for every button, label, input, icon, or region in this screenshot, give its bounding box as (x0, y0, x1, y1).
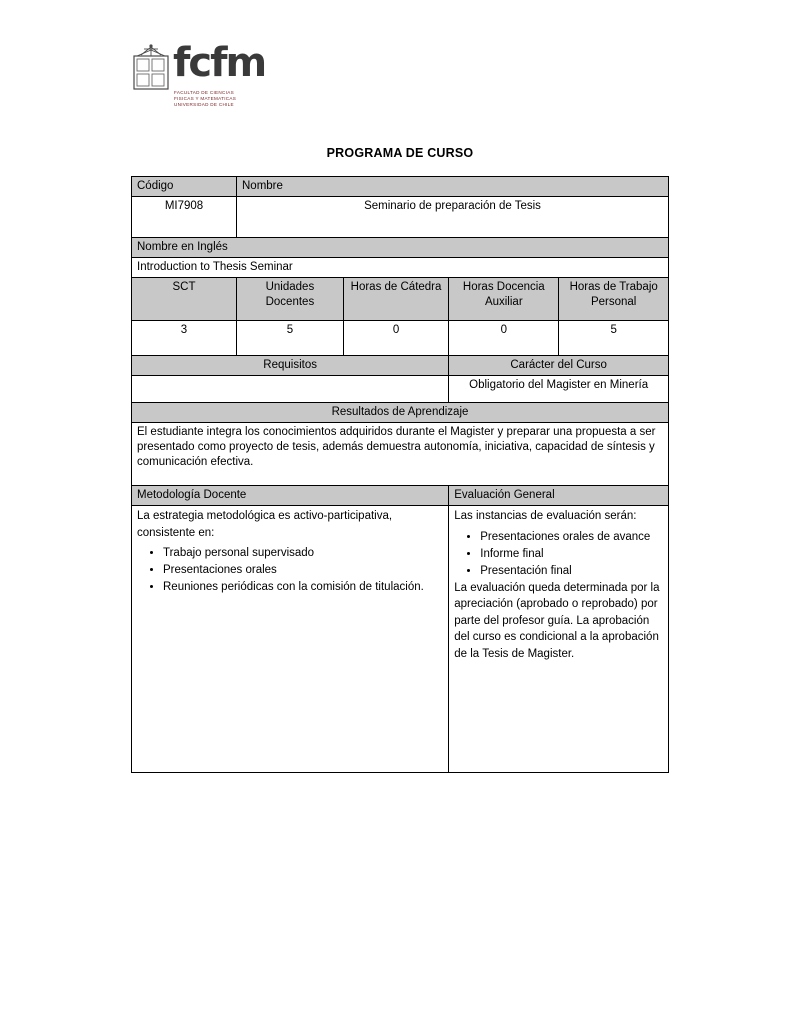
logo-subtitle-line-1: FACULTAD DE CIENCIAS (174, 90, 234, 95)
table-row-metrics-header (132, 278, 669, 321)
table-row-english-name-header (132, 238, 669, 258)
metodologia-intro: La estrategia metodológica es activo-participativa, consistente en: (137, 510, 393, 539)
table-row-metodologia-evaluacion-value (132, 506, 669, 773)
requisitos-header: Requisitos (132, 356, 449, 376)
course-program-table (131, 176, 669, 773)
table-row-code-name-header (132, 177, 669, 197)
resultados-aprendizaje-header: Resultados de Aprendizaje (132, 403, 669, 423)
table-row-req-caracter-value (132, 376, 669, 403)
list-item: • Presentaciones orales (163, 562, 443, 578)
table-row-resultados-value (132, 423, 669, 486)
metric-header-horas-trabajo-personal: Horas de Trabajo Personal (559, 278, 669, 321)
metodologia-list (137, 545, 443, 595)
metric-value-unidades-docentes: 5 (237, 321, 344, 356)
evaluacion-general-cell (449, 506, 669, 773)
caracter-curso-header: Carácter del Curso (449, 356, 669, 376)
list-item: • Trabajo personal supervisado (163, 545, 443, 561)
logo-wordmark: fcfm (173, 40, 266, 86)
faculty-logo (133, 40, 323, 120)
logo-subtitle-line-2: FISICAS Y MATEMATICAS (174, 96, 237, 102)
logo-subtitle-line-3: UNIVERSIDAD DE CHILE (174, 102, 234, 108)
list-item: • Presentaciones orales de avance (480, 529, 663, 545)
list-item: • Informe final (480, 546, 663, 562)
nombre-ingles-value: Introduction to Thesis Seminar (132, 258, 669, 278)
evaluacion-general-header: Evaluación General (449, 486, 669, 506)
fcfm-emblem-icon (133, 44, 169, 90)
list-item: • Reuniones periódicas con la comisión de titulación. (163, 579, 443, 595)
table-row-req-caracter-header (132, 356, 669, 376)
evaluacion-intro: Las instancias de evaluación serán: (454, 510, 637, 522)
codigo-header: Código (132, 177, 237, 197)
resultados-aprendizaje-value: El estudiante integra los conocimientos adquiridos durante el Magister y preparar una propuesta a ser presentado como proyecto de tesis, además demuestra autonomía, iniciativa, capacidad de síntesis y comunicación efectiva. (132, 423, 669, 486)
metric-value-sct: 3 (132, 321, 237, 356)
evaluacion-note: La evaluación queda determinada por la apreciación (aprobado o reprobado) por parte del profesor guía. La aprobación del curso es condicional a la aprobación de la Tesis de Magister. (454, 581, 660, 660)
metric-header-horas-catedra: Horas de Cátedra (343, 278, 448, 321)
metric-header-sct: SCT (132, 278, 237, 321)
requisitos-value (132, 376, 449, 403)
metric-value-horas-catedra: 0 (343, 321, 448, 356)
caracter-curso-value: Obligatorio del Magister en Minería (449, 376, 669, 403)
table-row-metodologia-evaluacion-header (132, 486, 669, 506)
page-title: PROGRAMA DE CURSO (326, 146, 474, 160)
table-row-code-name-value (132, 197, 669, 238)
codigo-value: MI7908 (132, 197, 237, 238)
table-row-metrics-value (132, 321, 669, 356)
nombre-value: Seminario de preparación de Tesis (237, 197, 669, 238)
metric-value-horas-trabajo-personal: 5 (559, 321, 669, 356)
table-row-resultados-header (132, 403, 669, 423)
nombre-ingles-header: Nombre en Inglés (132, 238, 669, 258)
metric-value-horas-docencia-auxiliar: 0 (449, 321, 559, 356)
table-row-english-name-value (132, 258, 669, 278)
nombre-header: Nombre (237, 177, 669, 197)
metodologia-docente-header: Metodología Docente (132, 486, 449, 506)
list-item: • Presentación final (480, 563, 663, 579)
metric-header-unidades-docentes: Unidades Docentes (237, 278, 344, 321)
metric-header-horas-docencia-auxiliar: Horas Docencia Auxiliar (449, 278, 559, 321)
evaluacion-list (454, 529, 663, 579)
metodologia-docente-cell (132, 506, 449, 773)
logo-subtitle (174, 90, 236, 109)
